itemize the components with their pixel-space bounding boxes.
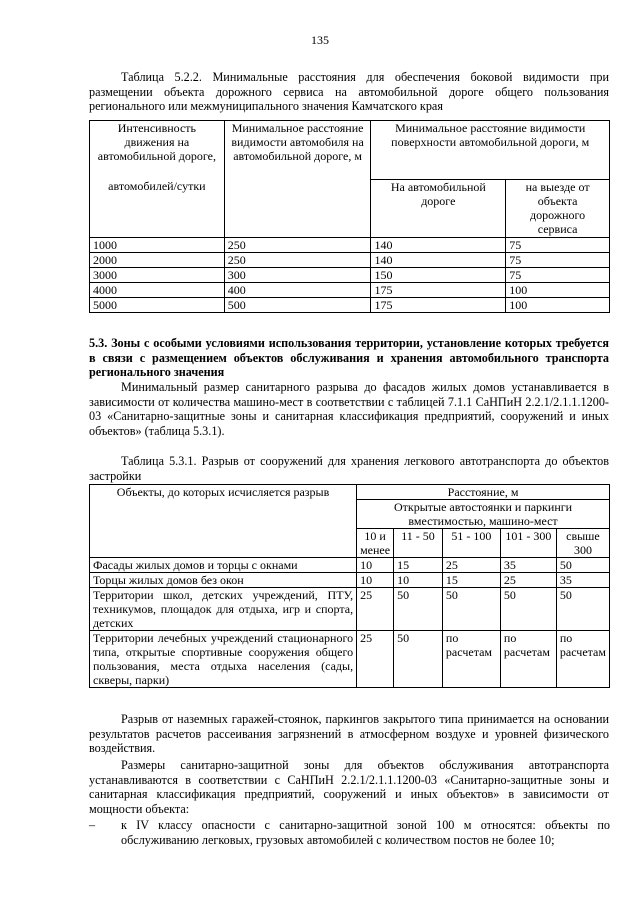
table-cell: 25	[442, 558, 500, 573]
header-capacity: 51 - 100	[442, 529, 500, 558]
table-cell: 75	[506, 268, 610, 283]
table-row	[90, 573, 610, 588]
table-5-2-2-caption: Таблица 5.2.2. Минимальные расстояния для обеспечения боковой видимости при размещении объекта дорожного сервиса на автомобильной дороге общего пользования регионального или межмуниципального значения Камчатского края	[89, 70, 609, 114]
section-heading: 5.3. Зоны с особыми условиями использования территории, установление которых требуется в связи с размещением объектов обслуживания и хранения автомобильного транспорта регионального значения	[89, 336, 609, 380]
header-intensity-unit: автомобилей/сутки	[90, 179, 225, 238]
table-cell: 15	[394, 558, 443, 573]
table-cell: 100	[506, 298, 610, 313]
header-open-parking: Открытые автостоянки и паркинги вместимостью, машино-мест	[357, 500, 610, 529]
table-cell: 75	[506, 238, 610, 253]
table-cell: 250	[224, 253, 371, 268]
page-number: 135	[311, 33, 329, 47]
table-cell: 25	[500, 573, 556, 588]
header-capacity: свыше 300	[556, 529, 609, 558]
header-on-road: На автомобильной дороге	[371, 179, 506, 238]
table-cell: 15	[442, 573, 500, 588]
table-cell: 175	[371, 283, 506, 298]
table-cell: 10	[357, 573, 394, 588]
row-label: Торцы жилых домов без окон	[90, 573, 357, 588]
table-row	[90, 298, 610, 313]
table-cell: 35	[500, 558, 556, 573]
list-item: к IV классу опасности с санитарно-защитной зоной 100 м относятся: объекты по обслуживанию легковых, грузовых автомобилей с количеством постов не более 10;	[121, 818, 610, 847]
header-min-vehicle: Минимальное расстояние видимости автомобиля на автомобильной дороге, м	[224, 121, 371, 238]
table-cell: 5000	[90, 298, 225, 313]
row-label: Территории школ, детских учреждений, ПТУ, техникумов, площадок для отдыха, игр и спорта, детских	[90, 588, 357, 631]
table-cell: 1000	[90, 238, 225, 253]
table-cell: по расчетам	[500, 631, 556, 688]
table-cell: 100	[506, 283, 610, 298]
row-label: Фасады жилых домов и торцы с окнами	[90, 558, 357, 573]
table-cell: 10	[394, 573, 443, 588]
table-header-row	[90, 485, 610, 500]
table-cell: 25	[357, 588, 394, 631]
table-cell: по расчетам	[442, 631, 500, 688]
header-objects: Объекты, до которых исчисляется разрыв	[90, 485, 357, 558]
table-cell: 50	[556, 588, 609, 631]
table-row	[90, 588, 610, 631]
header-distance: Расстояние, м	[357, 485, 610, 500]
row-label: Территории лечебных учреждений стационарного типа, открытые спортивные сооружения общего пользования, места отдыха населения (сады, скверы, парки)	[90, 631, 357, 688]
table-5-2-2	[89, 120, 610, 313]
header-capacity: 10 и менее	[357, 529, 394, 558]
table-row	[90, 238, 610, 253]
header-min-surface: Минимальное расстояние видимости поверхности автомобильной дороги, м	[371, 121, 610, 180]
table-cell: 50	[442, 588, 500, 631]
table-row	[90, 558, 610, 573]
table-cell: 10	[357, 558, 394, 573]
after-paragraph-2: Размеры санитарно-защитной зоны для объектов обслуживания автотранспорта устанавливаются в соответствии с СаНПиН 2.2.1/2.1.1.1200-03 «Санитарно-защитные зоны и санитарная классификация предприятий, сооружений и иных объектов» в зависимости от мощности объекта:	[89, 758, 609, 817]
table-cell: 50	[500, 588, 556, 631]
table-cell: 140	[371, 238, 506, 253]
table-cell: 140	[371, 253, 506, 268]
table-5-3-1	[89, 484, 610, 688]
table-cell: 175	[371, 298, 506, 313]
table-cell: 3000	[90, 268, 225, 283]
header-on-exit: на выезде от объекта дорожного сервиса	[506, 179, 610, 238]
table-cell: по расчетам	[556, 631, 609, 688]
table-header-row	[90, 121, 610, 180]
table-cell: 300	[224, 268, 371, 283]
table-row	[90, 253, 610, 268]
table-5-3-1-caption: Таблица 5.3.1. Разрыв от сооружений для хранения легкового автотранспорта до объектов застройки	[89, 454, 609, 483]
table-cell: 50	[394, 588, 443, 631]
table-cell: 250	[224, 238, 371, 253]
after-paragraph-1: Разрыв от наземных гаражей-стоянок, паркингов закрытого типа принимается на основании результатов расчетов рассеивания загрязнений в атмосферном воздухе и уровней физического воздействия.	[89, 712, 609, 756]
table-cell: 50	[556, 558, 609, 573]
table-cell: 150	[371, 268, 506, 283]
header-capacity: 101 - 300	[500, 529, 556, 558]
table-cell: 35	[556, 573, 609, 588]
table-cell: 25	[357, 631, 394, 688]
list-bullet: –	[89, 818, 96, 832]
table-row	[90, 268, 610, 283]
table-cell: 50	[394, 631, 443, 688]
table-row	[90, 283, 610, 298]
table-row	[90, 631, 610, 688]
table-cell: 2000	[90, 253, 225, 268]
section-paragraph: Минимальный размер санитарного разрыва до фасадов жилых домов устанавливается в зависимости от количества машино-мест в соответствии с таблицей 7.1.1 СаНПиН 2.2.1/2.1.1.1200-03 «Санитарно-защитные зоны и санитарная классификация предприятий, сооружений и иных объектов» (таблица 5.3.1).	[89, 380, 609, 439]
table-cell: 4000	[90, 283, 225, 298]
header-intensity: Интенсивность движения на автомобильной дороге,	[90, 121, 225, 180]
table-cell: 75	[506, 253, 610, 268]
table-cell: 500	[224, 298, 371, 313]
table-cell: 400	[224, 283, 371, 298]
header-capacity: 11 - 50	[394, 529, 443, 558]
